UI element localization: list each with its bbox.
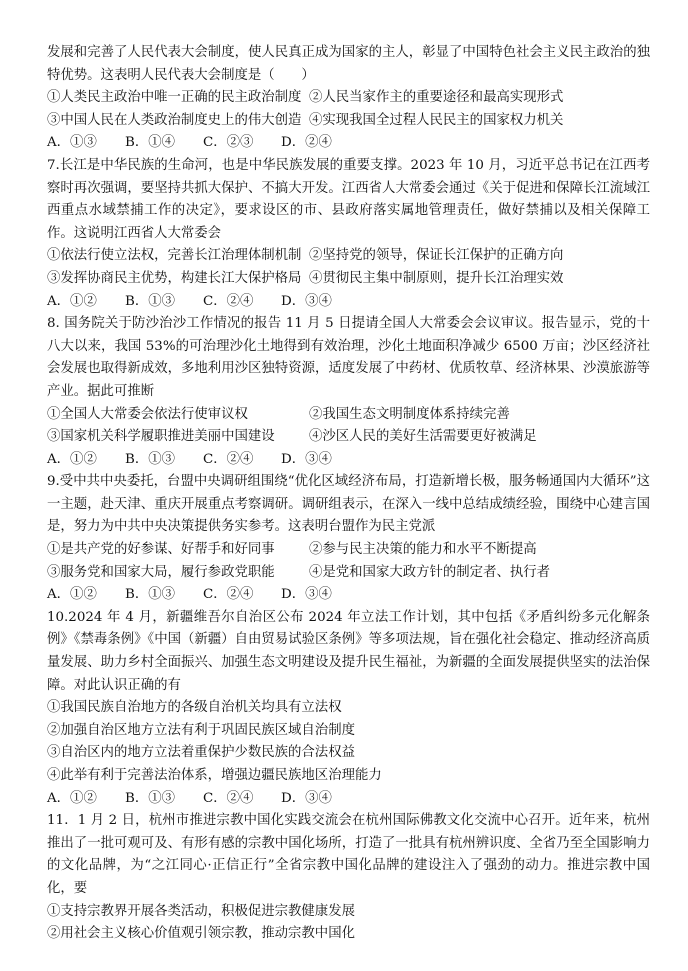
- answer-c: C．②④: [203, 587, 254, 603]
- option-row: [47, 87, 650, 110]
- option-2: ②坚持党的领导，保证长江保护的正确方向: [309, 248, 564, 264]
- option-row: [47, 539, 650, 562]
- question-11: [47, 810, 650, 946]
- answer-c: C．②④: [203, 451, 254, 467]
- question-10: [47, 607, 650, 810]
- answer-c: C．②③: [203, 135, 254, 151]
- answer-choices: [47, 788, 650, 811]
- option-1: ①全国人大常委会依法行使审议权: [47, 406, 248, 422]
- answer-a: A．①②: [47, 587, 97, 603]
- answer-d: D．③④: [281, 587, 332, 603]
- option-3: ③发挥协商民主优势，构建长江大保护格局: [47, 270, 302, 286]
- option-4: ④贯彻民主集中制原则，提升长江治理实效: [309, 270, 564, 286]
- option-1: ①人类民主政治中唯一正确的民主政治制度: [47, 90, 302, 106]
- option-3: ③服务党和国家大局，履行参政党职能: [47, 564, 275, 580]
- option-2: ②加强自治区地方立法有利于巩固民族区域自治制度: [47, 722, 355, 738]
- option-3: ③自治区内的地方立法着重保护少数民族的合法权益: [47, 745, 355, 761]
- answer-b: B．①③: [125, 587, 176, 603]
- question-stem: 7.长江是中华民族的生命河，也是中华民族发展的重要支撑。2023 年 10 月，习近平总书记在江西考察时再次强调，要坚持共抓大保护、不搞大开发。江西省人大常委会通过《关于促进和保障长江流域江西重点水域禁捕工作的决定》，要求设区的市、县政府落实属地管理责任，做好禁捕以及相关保障工作。这说明江西省人大常委会: [47, 157, 650, 241]
- answer-d: D．③④: [281, 790, 332, 806]
- option-row: [47, 268, 650, 291]
- option-1: ①是共产党的好参谋、好帮手和好同事: [47, 542, 275, 558]
- option-2: ②人民当家作主的重要途径和最高实现形式: [309, 90, 564, 106]
- option-2: ②我国生态文明制度体系持续完善: [309, 406, 510, 422]
- answer-c: C．②④: [203, 790, 254, 806]
- question-stem: 发展和完善了人民代表大会制度，使人民真正成为国家的主人，彰显了中国特色社会主义民主政治的独特优势。这表明人民代表大会制度是（ ）: [47, 45, 650, 83]
- option-1: ①依法行使立法权，完善长江治理体制机制: [47, 248, 302, 264]
- question-stem: 8. 国务院关于防沙治沙工作情况的报告 11 月 5 日提请全国人大常委会会议审议。报告显示，党的十八大以来，我国 53%的可治理沙化土地得到有效治理，沙化土地面积净减少 6500 万亩；沙区经济社会发展也取得新成效，多地利用沙区独特资源，适度发展了中药材、优质牧草、经济林果、沙漠旅游等产业。据此可推断: [47, 316, 650, 399]
- question-stem: 10.2024 年 4 月，新疆维吾尔自治区公布 2024 年立法工作计划，其中包括《矛盾纠纷多元化解条例》《禁毒条例》《中国（新疆）自由贸易试验区条例》等多项法规，旨在强化社会稳定、推动经济高质量发展、助力乡村全面振兴、加强生态文明建设及提升民生福祉，为新疆的全面发展提供坚实的法治保障。对此认识正确的有: [47, 609, 650, 693]
- answer-b: B．①③: [125, 293, 176, 309]
- option-4: ④是党和国家大政方针的制定者、执行者: [309, 564, 551, 580]
- question-stem: 9.受中共中央委托，台盟中央调研组围绕“优化区域经济布局，打造新增长极，服务畅通国内大循环”这一主题，赴天津、重庆开展重点考察调研。调研组表示，在深入一线中总结成绩经验，围绕中心建言国是，努力为中共中央决策提供务实参考。这表明台盟作为民主党派: [47, 474, 650, 535]
- answer-d: D．②④: [281, 135, 332, 151]
- answer-a: A．①②: [47, 293, 97, 309]
- option-row: [47, 245, 650, 268]
- answer-choices: [47, 584, 650, 607]
- answer-d: D．③④: [281, 293, 332, 309]
- question-9: [47, 471, 650, 607]
- option-2: ②用社会主义核心价值观引领宗教，推动宗教中国化: [47, 926, 355, 942]
- option-row: [47, 110, 650, 133]
- option-row: [47, 562, 650, 585]
- answer-a: A．①②: [47, 451, 97, 467]
- answer-a: A．①③: [47, 135, 97, 151]
- question-stem: 11．1 月 2 日，杭州市推进宗教中国化实践交流会在杭州国际佛教文化交流中心召开。近年来，杭州推出了一批可观可及、有形有感的宗教中国化场所，打造了一批具有杭州辨识度、全省乃至全国影响力的文化品牌，为“之江同心·正信正行”全省宗教中国化品牌的建设注入了强劲的动力。推进宗教中国化，要: [47, 813, 650, 896]
- option-1: ①我国民族自治地方的各级自治机关均具有立法权: [47, 700, 342, 716]
- answer-b: B．①③: [125, 790, 176, 806]
- question-8: [47, 313, 650, 471]
- answer-choices: [47, 132, 650, 155]
- option-3: ③中国人民在人类政治制度史上的伟大创造: [47, 112, 302, 128]
- question-7: [47, 155, 650, 313]
- option-row: [47, 426, 650, 449]
- answer-c: C．②④: [203, 293, 254, 309]
- option-4: ④实现我国全过程人民民主的国家权力机关: [309, 112, 564, 128]
- answer-choices: [47, 449, 650, 472]
- option-4: ④此举有利于完善法治体系，增强边疆民族地区治理能力: [47, 768, 382, 783]
- answer-b: B．①④: [125, 135, 176, 151]
- option-4: ④沙区人民的美好生活需要更好被满足: [309, 429, 537, 445]
- option-2: ②参与民主决策的能力和水平不断提高: [309, 542, 537, 558]
- answer-a: A．①②: [47, 790, 97, 806]
- answer-choices: [47, 291, 650, 314]
- question-6-tail: [47, 42, 650, 155]
- option-3: ③国家机关科学履职推进美丽中国建设: [47, 429, 275, 445]
- option-row: [47, 404, 650, 427]
- option-1: ①支持宗教界开展各类活动，积极促进宗教健康发展: [47, 903, 355, 919]
- answer-b: B．①③: [125, 451, 176, 467]
- answer-d: D．③④: [281, 451, 332, 467]
